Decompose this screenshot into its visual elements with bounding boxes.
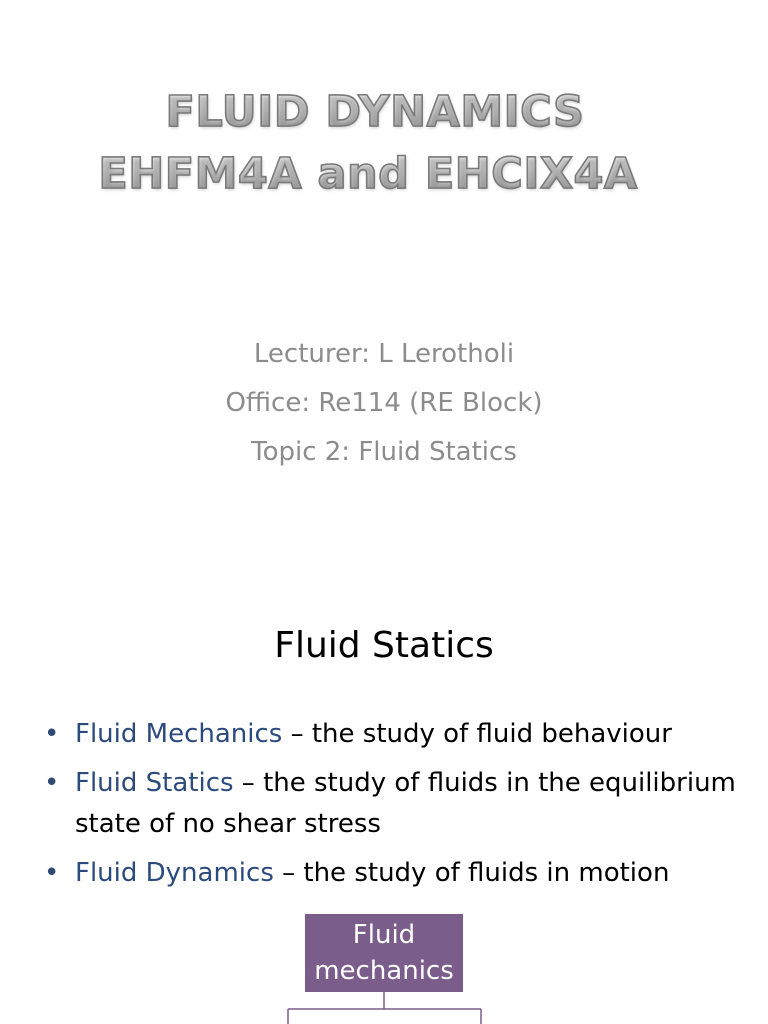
- course-codes-line: EHFM4A and EHCIX4A: [0, 146, 768, 202]
- slide-title-text: Fluid Statics: [274, 625, 494, 666]
- diagram-root-node: Fluid mechanics: [305, 914, 463, 992]
- topic-line: Topic 2: Fluid Statics: [251, 437, 517, 467]
- bullet-text: – the study of fluids in motion: [273, 858, 670, 888]
- course-title-line: FLUID DYNAMICS: [0, 84, 768, 140]
- bullet-term: Fluid Dynamics: [75, 858, 274, 888]
- lecturer-name: Lecturer: L Lerotholi: [253, 339, 515, 369]
- bullet-item: [44, 853, 744, 894]
- bullet-item: [44, 714, 744, 755]
- course-title: [0, 84, 768, 202]
- office-location: Office: Re114 (RE Block): [225, 388, 543, 418]
- definition-list: [44, 714, 744, 902]
- hierarchy-diagram: [0, 912, 768, 1024]
- bullet-term: Fluid Mechanics: [75, 719, 283, 749]
- bullet-text: – the study of fluid behaviour: [282, 719, 672, 749]
- bullet-term: Fluid Statics: [75, 768, 234, 798]
- diagram-connectors: [0, 912, 768, 1024]
- bullet-item: [44, 763, 744, 845]
- bullet-text: – the study of fluids in the equilibrium state of no shear stress: [75, 768, 736, 839]
- slide-fluid-statics: [0, 560, 768, 1024]
- lecture-info: [0, 330, 768, 477]
